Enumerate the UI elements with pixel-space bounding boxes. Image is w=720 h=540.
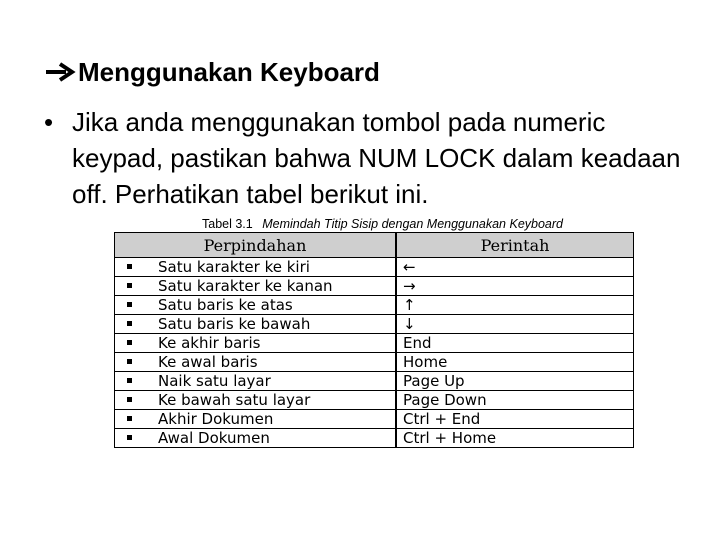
- cell-perintah: Home: [396, 353, 634, 372]
- cell-perpindahan: [115, 296, 397, 315]
- move-text: Akhir Dokumen: [158, 410, 274, 428]
- bullet-item: [44, 104, 694, 212]
- square-bullet-icon: [127, 435, 132, 440]
- table-row: [115, 429, 634, 448]
- cell-perpindahan: [115, 277, 397, 296]
- table-row: [115, 353, 634, 372]
- table-body: [115, 258, 634, 448]
- move-text: Satu baris ke bawah: [158, 315, 311, 333]
- move-text: Satu karakter ke kiri: [158, 258, 310, 276]
- move-text: Ke bawah satu layar: [158, 391, 311, 409]
- cell-perpindahan: [115, 258, 397, 277]
- table-row: [115, 391, 634, 410]
- table-row: [115, 258, 634, 277]
- bullet-text: Jika anda menggunakan tombol pada numeric keypad, pastikan bahwa NUM LOCK dalam keadaan off. Perhatikan tabel berikut ini.: [72, 107, 681, 209]
- caption-label: Tabel 3.1: [202, 217, 253, 231]
- table-row: [115, 296, 634, 315]
- caption-text: Memindah Titip Sisip dengan Menggunakan Keyboard: [262, 217, 563, 231]
- slide-heading: [44, 54, 380, 90]
- square-bullet-icon: [127, 302, 132, 307]
- move-text: Ke akhir baris: [158, 334, 261, 352]
- square-bullet-icon: [127, 321, 132, 326]
- header-perpindahan: Perpindahan: [115, 233, 397, 258]
- table-caption: [202, 216, 563, 232]
- move-text: Naik satu layar: [158, 372, 271, 390]
- cell-perintah: ↑: [396, 296, 634, 315]
- table-row: [115, 315, 634, 334]
- cell-perintah: Ctrl + End: [396, 410, 634, 429]
- square-bullet-icon: [127, 283, 132, 288]
- move-text: Satu karakter ke kanan: [158, 277, 333, 295]
- square-bullet-icon: [127, 359, 132, 364]
- cell-perpindahan: [115, 391, 397, 410]
- cell-perpindahan: [115, 334, 397, 353]
- cell-perintah: Page Down: [396, 391, 634, 410]
- table-row: [115, 277, 634, 296]
- cell-perpindahan: [115, 353, 397, 372]
- cell-perpindahan: [115, 429, 397, 448]
- table-row: [115, 372, 634, 391]
- move-text: Awal Dokumen: [158, 429, 270, 447]
- table-row: [115, 410, 634, 429]
- table-row: [115, 334, 634, 353]
- square-bullet-icon: [127, 397, 132, 402]
- cell-perpindahan: [115, 315, 397, 334]
- square-bullet-icon: [127, 378, 132, 383]
- arrow-right-icon: [44, 61, 76, 83]
- cell-perintah: ←: [396, 258, 634, 277]
- square-bullet-icon: [127, 416, 132, 421]
- table-header-row: [115, 233, 634, 258]
- keyboard-table: [114, 232, 634, 448]
- cell-perintah: Ctrl + Home: [396, 429, 634, 448]
- header-perintah: Perintah: [396, 233, 634, 258]
- cell-perintah: ↓: [396, 315, 634, 334]
- cell-perpindahan: [115, 410, 397, 429]
- move-text: Ke awal baris: [158, 353, 258, 371]
- bullet-marker: •: [44, 107, 54, 137]
- cell-perintah: End: [396, 334, 634, 353]
- cell-perintah: →: [396, 277, 634, 296]
- heading-text: Menggunakan Keyboard: [78, 57, 380, 87]
- cell-perintah: Page Up: [396, 372, 634, 391]
- cell-perpindahan: [115, 372, 397, 391]
- square-bullet-icon: [127, 264, 132, 269]
- move-text: Satu baris ke atas: [158, 296, 293, 314]
- square-bullet-icon: [127, 340, 132, 345]
